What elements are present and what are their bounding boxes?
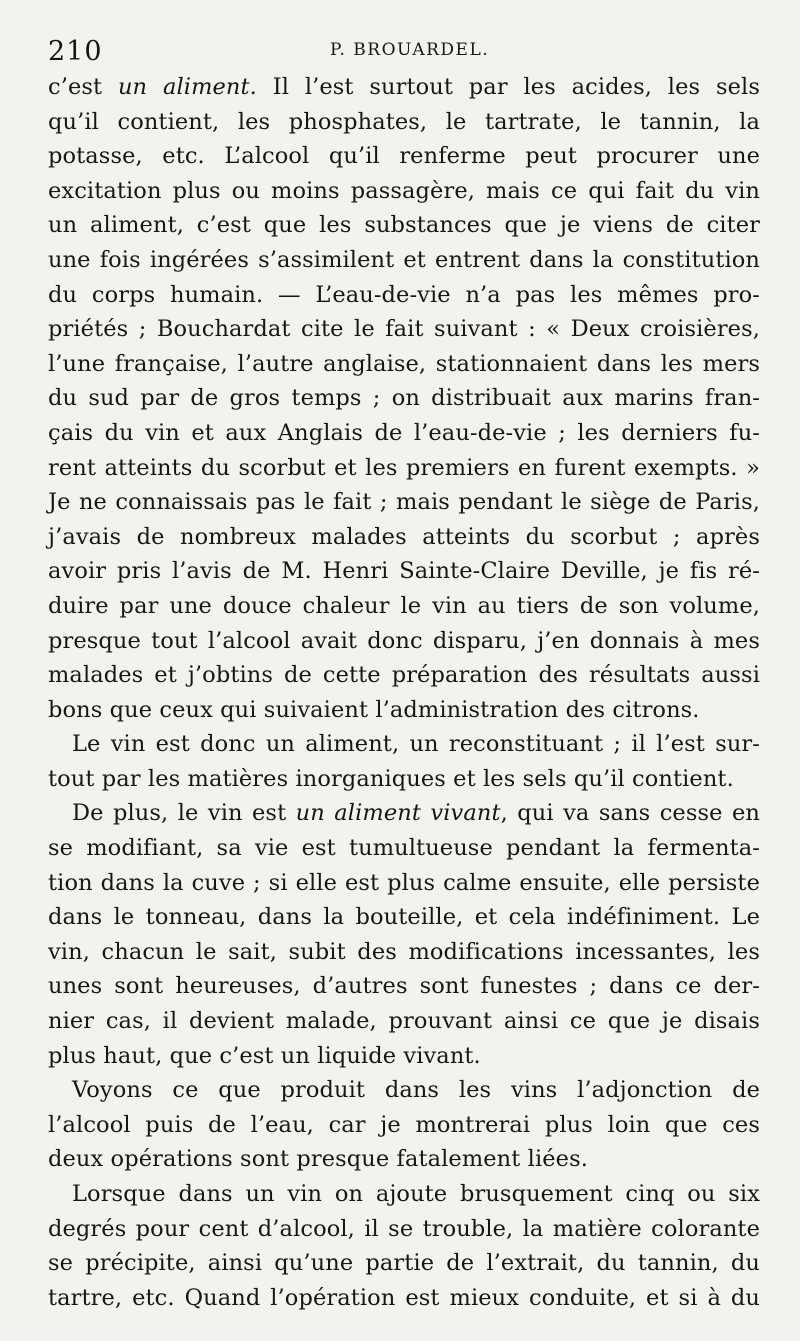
text-line [48, 1039, 760, 1074]
text-line [48, 1246, 760, 1281]
page-number: 210 [48, 36, 103, 67]
text-span: se précipite, ainsi qu’une partie de l’extrait, du tannin, du [48, 1250, 760, 1277]
text-line [48, 520, 760, 555]
text-span: bons que ceux qui suivaient l’administration des citrons. [48, 696, 700, 723]
text-line [48, 693, 760, 728]
text-line [48, 1281, 760, 1316]
text-span: , qui va sans cesse en [500, 800, 760, 827]
text-span: Je ne connaissais pas le fait ; mais pendant le siège de Paris, [48, 489, 760, 516]
text-line [48, 796, 760, 831]
text-span: du corps humain. — L’eau-de-vie n’a pas les mêmes pro- [48, 281, 760, 308]
italic-text: un aliment. [117, 74, 257, 100]
text-span: tout par les matières inorganiques et les sels qu’il contient. [48, 765, 734, 792]
text-span: dans le tonneau, dans la bouteille, et cela indéfiniment. Le [48, 904, 760, 931]
text-line [48, 278, 760, 313]
text-span: une fois ingérées s’assimilent et entrent dans la constitution [48, 246, 760, 273]
text-line [48, 485, 760, 520]
text-span: unes sont heureuses, d’autres sont funestes ; dans ce der- [48, 973, 760, 1000]
text-line [48, 1142, 760, 1177]
text-line [48, 243, 760, 278]
text-line [48, 969, 760, 1004]
text-span: çais du vin et aux Anglais de l’eau-de-vie ; les derniers fu- [48, 419, 760, 446]
text-span: qu’il contient, les phosphates, le tartrate, le tannin, la [48, 108, 760, 135]
text-line [48, 554, 760, 589]
text-span: De plus, le vin est [72, 800, 296, 827]
text-line [48, 208, 760, 243]
text-line [48, 1108, 760, 1143]
text-span: duire par une douce chaleur le vin au tiers de son volume, [48, 592, 760, 619]
text-span: nier cas, il devient malade, prouvant ainsi ce que je disais [48, 1008, 760, 1035]
text-span: rent atteints du scorbut et les premiers en furent exempts. » [48, 454, 760, 481]
text-span: l’une française, l’autre anglaise, stationnaient dans les mers [48, 350, 760, 377]
text-span: Il l’est surtout par les acides, les sels [256, 74, 760, 100]
text-line [48, 347, 760, 382]
text-span: se modifiant, sa vie est tumultueuse pendant la fermenta- [48, 835, 760, 862]
text-line [48, 312, 760, 347]
text-line [48, 1212, 760, 1247]
text-span: l’alcool puis de l’eau, car je montrerai plus loin que ces [48, 1111, 760, 1138]
text-span: j’avais de nombreux malades atteints du scorbut ; après [48, 523, 760, 550]
italic-text: un aliment vivant [295, 800, 501, 827]
text-span: priétés ; Bouchardat cite le fait suivant : « Deux croisières, [48, 316, 760, 343]
running-head: P. BROUARDEL. [330, 40, 490, 60]
text-span: deux opérations sont presque fatalement liées. [48, 1146, 588, 1173]
text-span: un aliment, c’est que les substances que je viens de citer [48, 212, 760, 239]
text-line [48, 727, 760, 762]
text-line [48, 935, 760, 970]
text-line [48, 139, 760, 174]
text-line [48, 1073, 760, 1108]
text-span: potasse, etc. L’alcool qu’il renferme peut procurer une [48, 143, 760, 170]
text-line [48, 105, 760, 140]
text-span: du sud par de gros temps ; on distribuait aux marins fran- [48, 385, 760, 412]
text-span: vin, chacun le sait, subit des modifications incessantes, les [48, 938, 760, 965]
text-line [48, 70, 760, 105]
text-span: presque tout l’alcool avait donc disparu, j’en donnais à mes [48, 627, 760, 654]
text-line [48, 416, 760, 451]
text-line [48, 831, 760, 866]
text-line [48, 658, 760, 693]
text-span: Le vin est donc un aliment, un reconstituant ; il l’est sur- [72, 731, 760, 758]
text-line [48, 866, 760, 901]
text-line [48, 1177, 760, 1212]
text-line [48, 900, 760, 935]
text-span: Lorsque dans un vin on ajoute brusquement cinq ou six [72, 1181, 760, 1207]
text-line [48, 589, 760, 624]
text-line [48, 1004, 760, 1039]
text-line [48, 381, 760, 416]
text-span: Voyons ce que produit dans les vins l’adjonction de [72, 1077, 760, 1104]
text-span: malades et j’obtins de cette préparation des résultats aussi [48, 662, 760, 689]
text-span: avoir pris l’avis de M. Henri Sainte-Claire Deville, je fis ré- [48, 558, 760, 585]
text-line [48, 451, 760, 486]
text-span: tartre, etc. Quand l’opération est mieux conduite, et si à du [48, 1284, 760, 1311]
text-span: excitation plus ou moins passagère, mais ce qui fait du vin [48, 177, 760, 204]
text-line [48, 174, 760, 209]
text-line [48, 762, 760, 797]
text-span: tion dans la cuve ; si elle est plus calme ensuite, elle persiste [48, 869, 760, 896]
text-span: plus haut, que c’est un liquide vivant. [48, 1042, 481, 1069]
body-text [48, 70, 760, 1315]
text-span: degrés pour cent d’alcool, il se trouble, la matière colorante [48, 1215, 760, 1242]
text-span: c’est [48, 74, 118, 100]
text-line [48, 624, 760, 659]
